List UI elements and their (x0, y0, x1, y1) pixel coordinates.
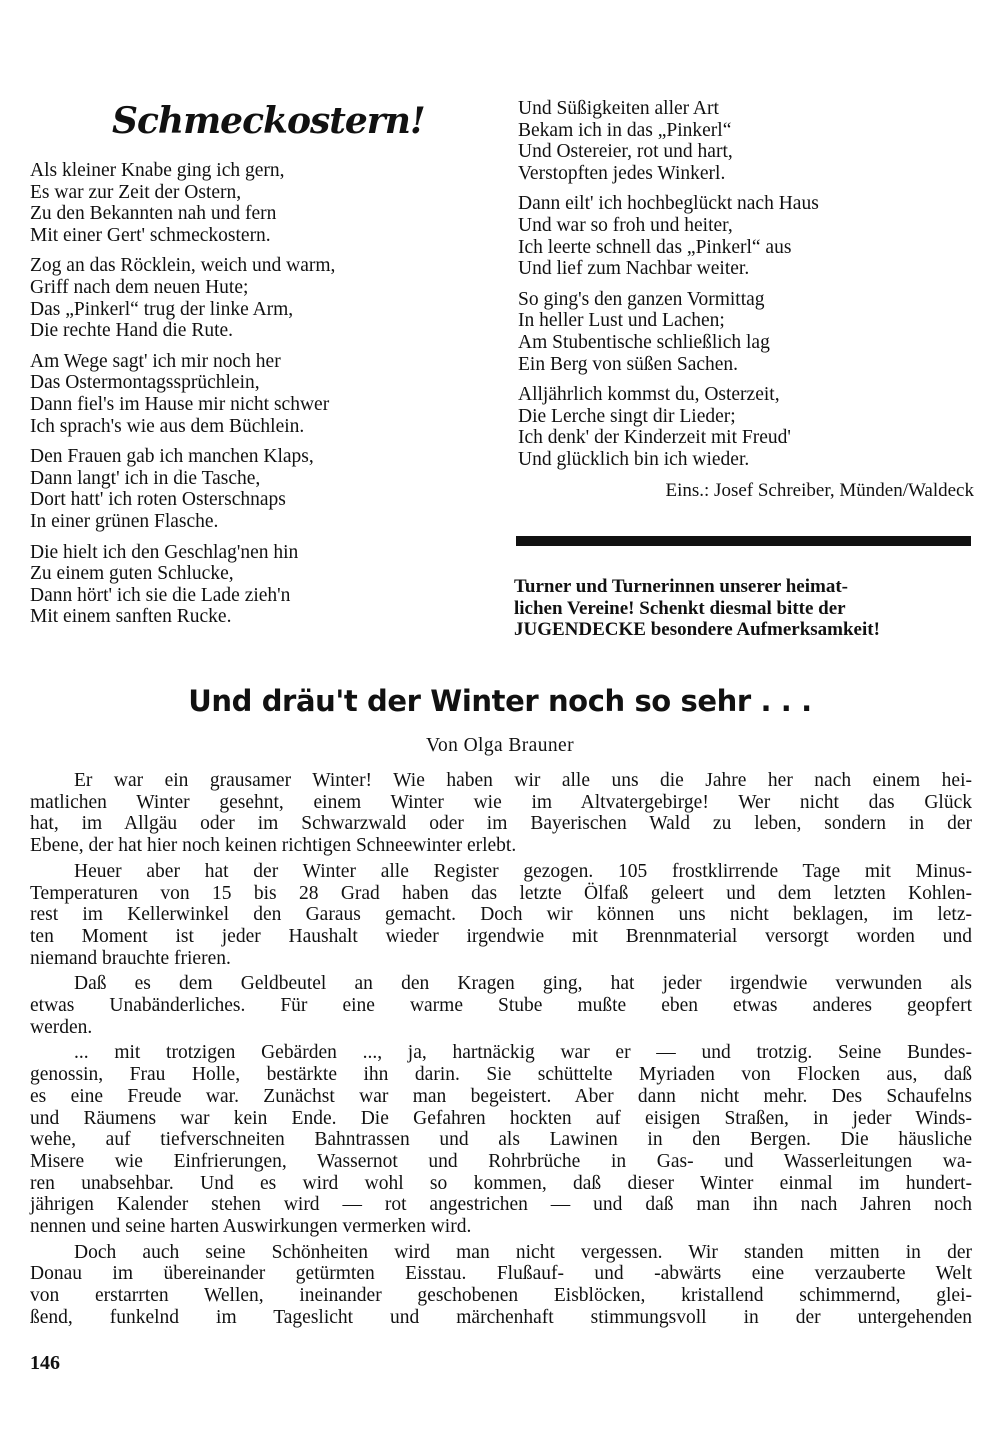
article-paragraph (30, 1042, 972, 1237)
article-body (30, 770, 972, 1333)
article-line: jährigen Kalender stehen wird — rot angestrichen — und daß man ihn nach Jahren noch (30, 1194, 972, 1216)
article-line: ßend, funkelnd im Tageslicht und märchenhaft stimmungsvoll in der untergehenden (30, 1306, 972, 1328)
article-line: ... mit trotzigen Gebärden ..., ja, hartnäckig war er — und trotzig. Seine Bundes- (74, 1042, 972, 1064)
article-line: ren unabsehbar. Und es wird wohl so kommen, daß dieser Winter einmal im hundert- (30, 1172, 972, 1194)
poem-line: Und Ostereier, rot und hart, (518, 141, 733, 163)
poem-line: Dort hatt' ich roten Osterschnaps (30, 489, 286, 511)
article-paragraph (30, 973, 972, 1038)
poem-line: In einer grünen Flasche. (30, 510, 219, 532)
poem-line: Dann fiel's im Hause mir nicht schwer (30, 393, 330, 415)
poem-line: Mit einer Gert' schmeckostern. (30, 224, 271, 246)
poem-left-column (30, 160, 490, 637)
poem-line: Verstopften jedes Winkerl. (518, 162, 726, 184)
poem-line: Ich leerte schnell das „Pinkerl“ aus (518, 236, 792, 258)
article-line: Temperaturen von 15 bis 28 Grad haben das letzte Ölfaß geleert und dem letzten Kohlen- (30, 882, 972, 904)
poem-line: Am Stubentische schließlich lag (518, 331, 770, 353)
poem-line: Zu einem guten Schlucke, (30, 563, 234, 585)
article-line: Misere wie Einfrierungen, Wassernot und Rohrbrüche in Gas- und Wasserleitungen wa- (30, 1150, 972, 1172)
article-line: rest im Kellerwinkel den Garaus gemacht. Doch wir können uns nicht beklagen, im letz- (30, 904, 972, 926)
poem-line: Und glücklich bin ich wieder. (518, 448, 750, 470)
poem-stanza (518, 289, 974, 375)
poem-line: Mit einem sanften Rucke. (30, 606, 232, 628)
poem-line: Ein Berg von süßen Sachen. (518, 353, 739, 375)
poem-line: Zu den Bekannten nah und fern (30, 203, 277, 225)
notice-line: Turner und Turnerinnen unserer heimat- (514, 576, 848, 597)
poem-stanza (518, 98, 974, 184)
poem-line: Ich sprach's wie aus dem Büchlein. (30, 415, 305, 437)
article-paragraph (30, 861, 972, 970)
poem-stanza (30, 446, 490, 532)
poem-line: Dann langt' ich in die Tasche, (30, 467, 261, 489)
article-line: niemand brauchte frieren. (30, 947, 231, 969)
poem-line: In heller Lust und Lachen; (518, 310, 725, 332)
poem-line: Zog an das Röcklein, weich und warm, (30, 255, 336, 277)
club-notice (514, 576, 974, 641)
notice-line: JUGENDECKE besondere Aufmerksamkeit! (514, 619, 880, 640)
article-line: Er war ein grausamer Winter! Wie haben wir alle uns die Jahre her nach einem hei- (74, 770, 972, 791)
article-line: wehe, auf tiefverschneiten Bahntrassen und als Lawinen in den Bergen. Die häusliche (30, 1129, 972, 1151)
article-line: hat, im Allgäu oder im Schwarzwald oder im Bayerischen Wald zu leben, sondern in der (30, 813, 972, 835)
article-line: es eine Freude war. Zunächst war man begeistert. Aber dann nicht mehr. Des Schaufelns (30, 1085, 972, 1107)
poem-stanza (30, 542, 490, 628)
poem-line: Alljährlich kommst du, Osterzeit, (518, 384, 780, 406)
poem-stanza (30, 255, 490, 341)
poem-stanza (30, 351, 490, 437)
poem-line: Am Wege sagt' ich mir noch her (30, 350, 281, 372)
article-line: werden. (30, 1016, 93, 1038)
divider-bar (516, 536, 971, 546)
poem-line: Die Lerche singt dir Lieder; (518, 405, 736, 427)
poem-line: Es war zur Zeit der Ostern, (30, 181, 242, 203)
article-line: Ebene, der hat hier noch keinen richtigen Schneewinter erlebt. (30, 835, 517, 857)
poem-line: Das Ostermontagssprüchlein, (30, 372, 260, 394)
article-paragraph (30, 1242, 972, 1329)
article-line: von erstarrten Wellen, ineinander geschobenen Eisblöcken, kristallend schimmernd, glei- (30, 1285, 972, 1307)
article-line: matlichen Winter gesehnt, einem Winter wie im Altvatergebirge! Wer nicht das Glück (30, 791, 972, 813)
poem-line: Und war so froh und heiter, (518, 214, 733, 236)
poem-line: Und lief zum Nachbar weiter. (518, 258, 750, 280)
poem-stanza (518, 384, 974, 470)
poem-line: So ging's den ganzen Vormittag (518, 288, 765, 310)
poem-line: Und Süßigkeiten aller Art (518, 98, 719, 119)
poem-right-column (518, 98, 974, 502)
article-author: Von Olga Brauner (426, 735, 574, 756)
page-number: 146 (30, 1352, 60, 1374)
article-line: Heuer aber hat der Winter alle Register gezogen. 105 frostklirrende Tage mit Minus- (74, 860, 972, 882)
article-line: ten Moment ist jeder Haushalt wieder irgendwie mit Brennmaterial versorgt worden und (30, 925, 972, 947)
article-line: Daß es dem Geldbeutel an den Kragen ging, hat jeder irgendwie verwunden als (74, 973, 972, 995)
poem-signature: Eins.: Josef Schreiber, Münden/Waldeck (665, 479, 974, 501)
notice-line: lichen Vereine! Schenkt diesmal bitte der (514, 597, 846, 619)
poem-line: Die rechte Hand die Rute. (30, 320, 234, 342)
poem-line: Dann eilt' ich hochbeglückt nach Haus (518, 193, 819, 215)
article-line: Donau im übereinander getürmten Eisstau. Flußauf- und -abwärts eine verzauberte Welt (30, 1263, 972, 1285)
article-line: Doch auch seine Schönheiten wird man nicht vergessen. Wir standen mitten in der (74, 1241, 972, 1263)
article-line: nennen und seine harten Auswirkungen vermerken wird. (30, 1216, 472, 1238)
poem-line: Den Frauen gab ich manchen Klaps, (30, 446, 314, 468)
poem-line: Bekam ich in das „Pinkerl“ (518, 119, 732, 141)
article-line: genossin, Frau Holle, bestärkte ihn darin. Sie schüttelte Myriaden von Flocken aus, daß (30, 1064, 972, 1086)
poem-line: Ich denk' der Kinderzeit mit Freud' (518, 427, 791, 449)
article-line: etwas Unabänderliches. Für eine warme Stube mußte eben etwas anderes geopfert (30, 995, 972, 1017)
article-paragraph (30, 770, 972, 857)
poem-stanza (30, 160, 490, 246)
article-title: Und dräu't der Winter noch so sehr . . . (188, 684, 812, 718)
poem-stanza (518, 193, 974, 279)
article-line: und Räumens war kein Ende. Die Gefahren hockten auf eisigen Straßen, in jeder Winds- (30, 1107, 972, 1129)
poem-line: Griff nach dem neuen Hute; (30, 276, 249, 298)
poem-line: Die hielt ich den Geschlag'nen hin (30, 541, 299, 563)
poem-line: Das „Pinkerl“ trug der linke Arm, (30, 298, 294, 320)
poem-line: Als kleiner Knabe ging ich gern, (30, 160, 285, 181)
poem-line: Dann hört' ich sie die Lade zieh'n (30, 584, 291, 606)
poem-title: Schmeckostern! (112, 100, 425, 142)
